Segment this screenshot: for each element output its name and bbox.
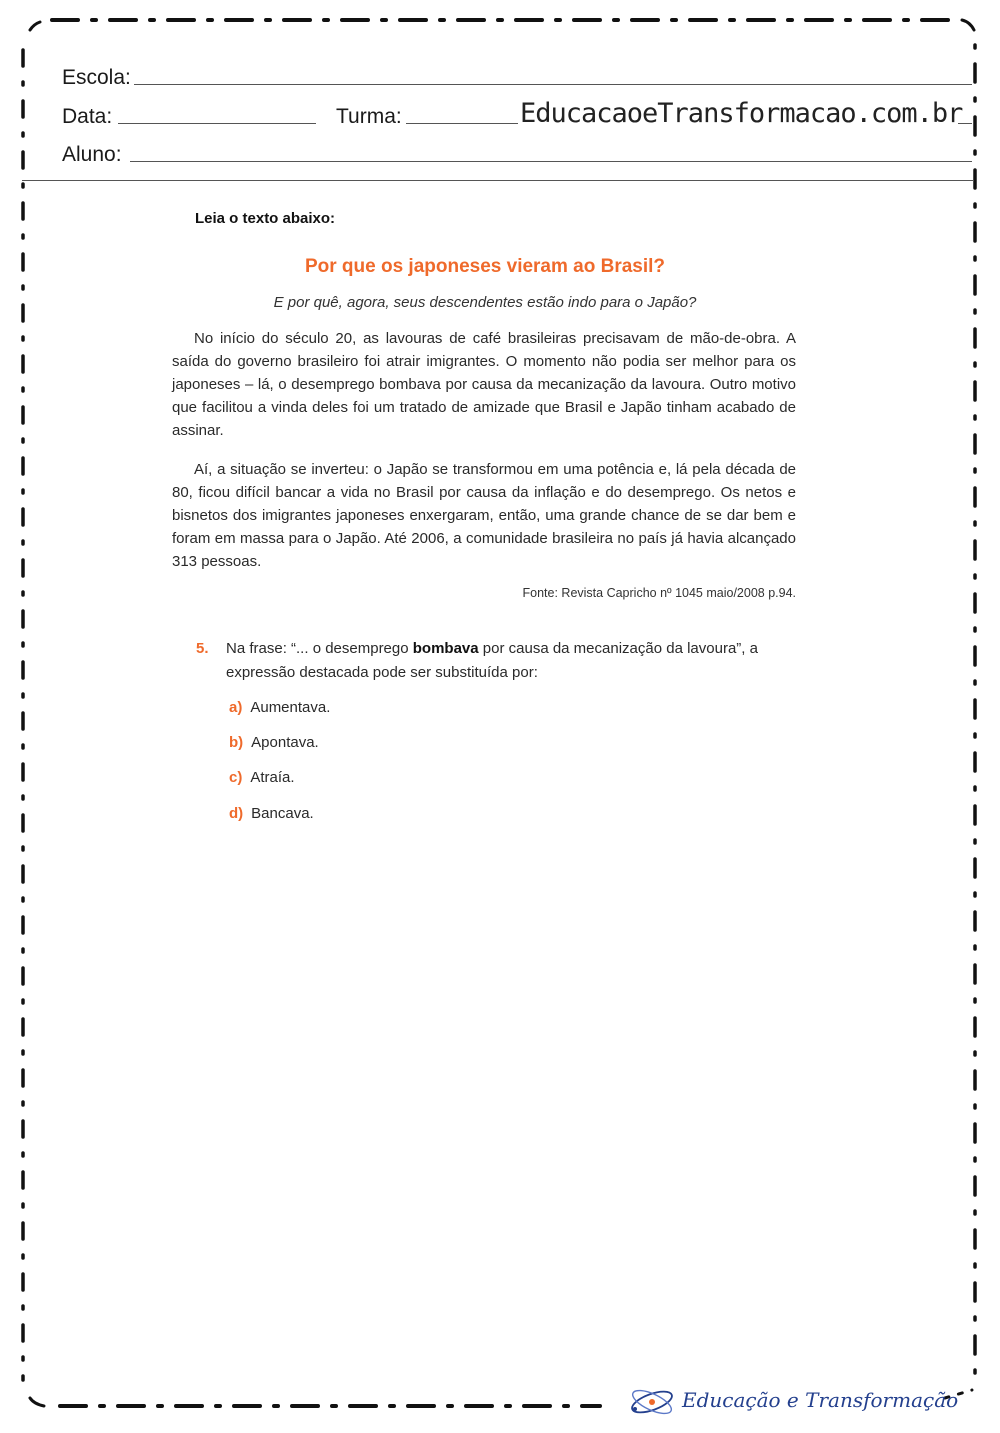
data-field[interactable]: [118, 123, 316, 124]
option-text: Bancava.: [251, 805, 314, 822]
instruction: Leia o texto abaixo:: [195, 210, 336, 227]
question-highlight: bombava: [412, 640, 479, 657]
article-subtitle: E por quê, agora, seus descendentes estão indo para o Japão?: [273, 294, 697, 311]
header-separator: [22, 180, 974, 181]
question-text-after: por causa da mecanização da lavoura”, a expressão destacada pode ser substituída por:: [226, 640, 758, 681]
article-paragraph-1: No início do século 20, as lavouras de café brasileiras precisavam de mão-de-obra. A saída do governo brasileiro foi atrair imigrantes. O momento não podia ser melhor para os japoneses – lá, o desemprego bombava por causa da mecanização da lavoura. Outro motivo que facilitou a vinda deles foi um tratado de amizade que Brasil e Japão tinham acabado de assinar.: [172, 330, 796, 439]
option-c[interactable]: [229, 769, 295, 786]
escola-field[interactable]: [134, 84, 972, 85]
aluno-label: Aluno:: [62, 143, 122, 166]
option-letter: a): [229, 699, 243, 716]
atom-orbit-icon: [628, 1384, 676, 1420]
aluno-field[interactable]: [130, 161, 972, 162]
escola-label: Escola:: [62, 66, 131, 89]
option-text: Aumentava.: [250, 699, 331, 716]
turma-field[interactable]: [406, 123, 518, 124]
question-text-before: Na frase: “... o desemprego: [226, 640, 413, 657]
turma-field-end: [958, 123, 972, 124]
data-label: Data:: [62, 105, 113, 128]
option-d[interactable]: [229, 805, 314, 822]
site-watermark: EducacaoeTransformacao.com.br: [520, 98, 963, 129]
article-title: Por que os japoneses vieram ao Brasil?: [304, 256, 666, 277]
option-a[interactable]: [229, 699, 330, 716]
option-letter: b): [229, 734, 244, 751]
option-text: Apontava.: [251, 734, 319, 751]
article-source: Fonte: Revista Capricho nº 1045 maio/2008 p.94.: [522, 586, 796, 600]
option-b[interactable]: [229, 734, 319, 751]
option-text: Atraía.: [250, 769, 295, 786]
question-text: [226, 637, 798, 685]
brand-name: Educação e Transformação: [682, 1388, 959, 1412]
option-letter: d): [229, 805, 244, 822]
option-letter: c): [229, 769, 243, 786]
question-number: 5.: [196, 640, 209, 657]
turma-label: Turma:: [336, 105, 402, 128]
article-paragraph-2: Aí, a situação se inverteu: o Japão se transformou em uma potência e, lá pela década de 80, ficou difícil bancar a vida no Brasil por causa da inflação e do desemprego. Os netos e bisnetos dos imigrantes japoneses enxergaram, então, uma grande chance de se dar bem e foram em massa para o Japão. Até 2006, a comunidade brasileira no país já havia alcançado 313 pessoas.: [172, 461, 796, 570]
